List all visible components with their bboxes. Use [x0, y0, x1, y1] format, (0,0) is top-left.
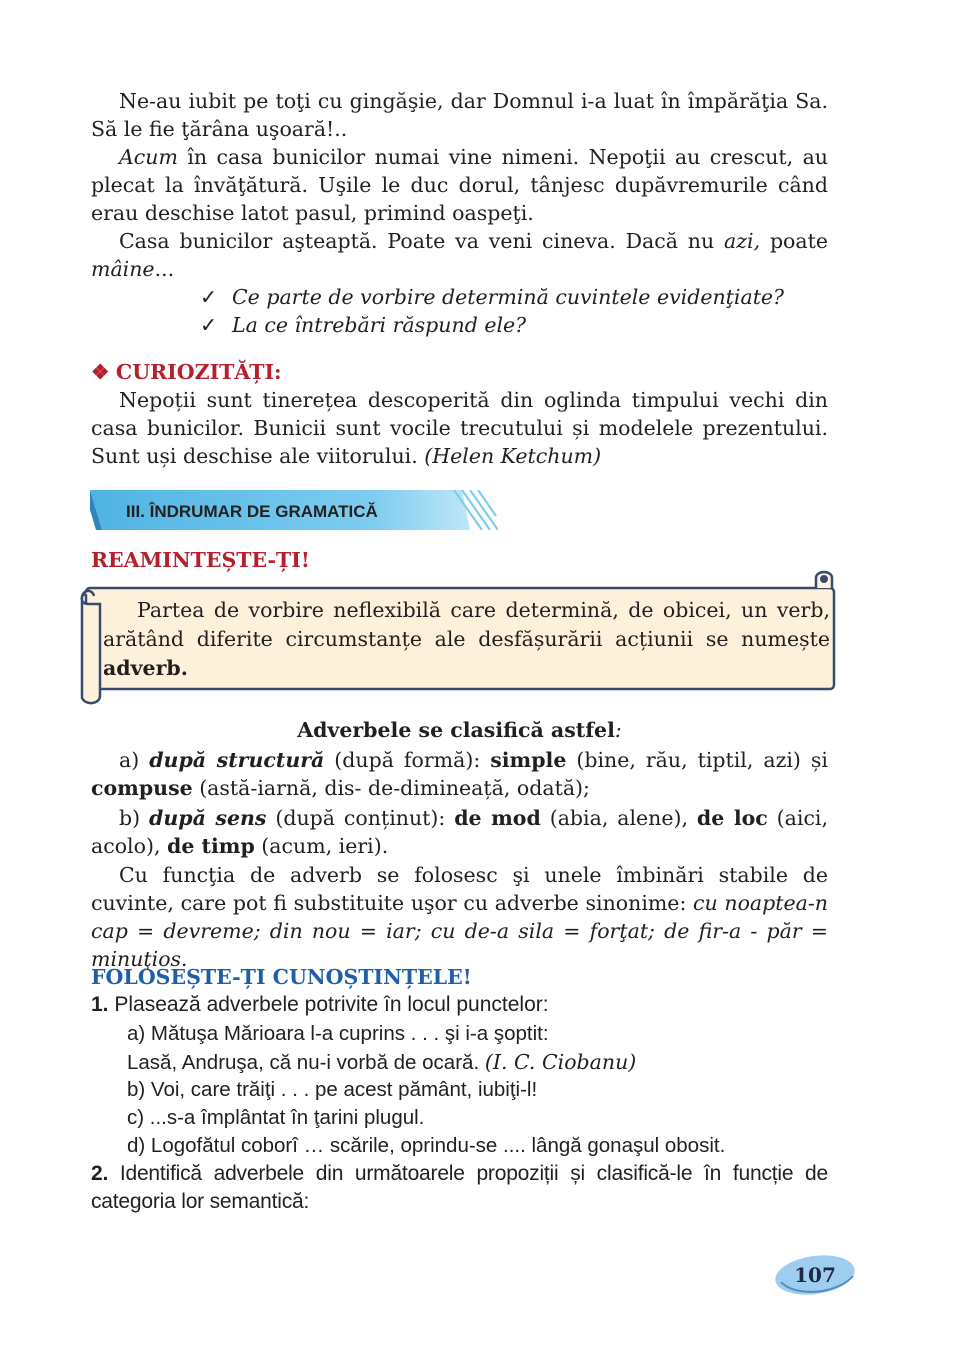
item-b-criterion: după sens: [149, 806, 267, 830]
exercise-2-number: 2.: [91, 1162, 109, 1185]
definition-text: [103, 596, 830, 683]
item-a-criterion: după structură: [149, 748, 325, 772]
question-1: [200, 283, 784, 311]
curiosities-paragraph: [91, 386, 828, 470]
item-b-time: de timp: [166, 834, 255, 858]
question-2: [200, 311, 526, 339]
exercises-heading: [91, 963, 828, 991]
item-b-label: b): [119, 806, 150, 830]
classification-colon: :: [614, 718, 622, 742]
item-a-compound: compuse: [91, 776, 193, 800]
exercise-1-text: Plasează adverbele potrivite în locul punctelor:: [108, 993, 549, 1016]
classification-title: [91, 716, 828, 744]
note-text: Cu funcţia de adverb se folosesc şi unele îmbinări stabile de cuvinte, care pot fi substituite uşor cu adverbe sinonime:: [91, 863, 828, 915]
item-b-mode: de mod: [454, 806, 541, 830]
intro-text-3b: poate: [760, 229, 828, 253]
exercise-1-number: 1.: [91, 993, 109, 1016]
classification-item-b: [91, 804, 828, 860]
item-b-paren: (după conținut):: [266, 806, 455, 830]
item-b-time-examples: (acum, ieri).: [254, 834, 389, 858]
classification-note: [91, 861, 828, 973]
intro-italic-azi: azi,: [724, 229, 761, 253]
quote-source: (I. C. Ciobanu): [484, 1050, 637, 1074]
item-b-mode-examples: (abia, alene),: [540, 806, 697, 830]
intro-text-2: în casa bunicilor numai vine nimeni. Nepoţii au crescut, au plecat la învăţătură. Uşile le duc dorul, tânjesc dupăvremurile când erau deschise latot pasul, primind oaspeţi.: [91, 145, 828, 225]
item-a-paren: (după formă):: [324, 748, 491, 772]
definition-body: Partea de vorbire neflexibilă care determină, de obicei, un verb, arătând diferite circumstanțe ale desfășurării acțiunii se numește: [103, 598, 830, 651]
check-icon: ✓: [200, 313, 218, 337]
intro-paragraph-1: [91, 87, 828, 143]
exercise-1-item-a-quote: [127, 1048, 636, 1077]
exercise-1-item-a: a) Mătuşa Mărioara l-a cuprins . . . şi i-a şoptit:: [127, 1022, 549, 1045]
curiosities-title: CURIOZITĂȚI:: [115, 360, 282, 384]
remember-title: REAMINTEȘTE-ȚI!: [91, 548, 310, 572]
exercises-title: FOLOSEȘTE-ȚI CUNOȘTINȚELE!: [91, 965, 472, 989]
banner-label: III. ÎNDRUMAR DE GRAMATICĂ: [126, 502, 378, 521]
classification-item-a: [91, 746, 828, 802]
intro-text-3a: Casa bunicilor aşteaptă. Poate va veni cineva. Dacă nu: [119, 229, 724, 253]
intro-text-1: Ne-au iubit pe toţi cu gingăşie, dar Domnul i-a luat în împărăţia Sa. Să le fie ţărâna uşoară!..: [91, 89, 828, 141]
intro-text-3c: ...: [154, 257, 175, 281]
check-icon: ✓: [200, 285, 218, 309]
item-a-simple: simple: [490, 748, 567, 772]
item-b-place: de loc: [696, 806, 768, 830]
item-a-compound-examples: (astă-iarnă, dis- de-dimineață, odată);: [192, 776, 590, 800]
intro-italic-maine: mâine: [91, 257, 155, 281]
quote-text: Lasă, Andruşa, că nu-i vorbă de ocară.: [127, 1051, 485, 1074]
section-banner: [90, 490, 498, 530]
question-1-text: Ce parte de vorbire determină cuvintele evidenţiate?: [232, 285, 785, 309]
exercise-1-item-c: c) ...s-a împlântat în ţarini plugul.: [127, 1106, 425, 1129]
note-examples: cu noaptea-n cap = devreme; din nou = iar; cu de-a sila = forţat; de fir-a - păr = minuţios.: [91, 891, 828, 971]
intro-paragraph-2: [91, 143, 828, 227]
exercise-2: [91, 1160, 828, 1216]
exercise-2-text: Identifică adverbele din următoarele propoziții și clasifică-le în funcție de categoria lor semantică:: [91, 1162, 828, 1213]
page-number: 107: [794, 1263, 836, 1287]
page-number-badge: [773, 1252, 857, 1298]
item-a-simple-examples: (bine, rău, tiptil, azi) și: [566, 748, 828, 772]
classification-title-text: Adverbele se clasifică astfel: [297, 718, 615, 742]
intro-paragraph-3: [91, 227, 828, 283]
exercise-1-item-b: b) Voi, care trăiţi . . . pe acest pământ, iubiţi-l!: [127, 1078, 538, 1101]
diamond-bullet-icon: ❖: [91, 360, 110, 384]
item-a-label: a): [119, 748, 150, 772]
question-2-text: La ce întrebări răspund ele?: [232, 313, 527, 337]
exercise-1-item-d: d) Logofătul coborî … scările, oprindu-se .... lângă gonaşul obosit.: [127, 1134, 726, 1157]
intro-italic-word: Acum: [119, 145, 178, 169]
curiosities-heading: [91, 358, 828, 386]
curiosities-text: Nepoții sunt tinerețea descoperită din oglinda timpului vechi din casa bunicilor. Bunicii sunt vocile trecutului și modelele prezentului. Sunt uși deschise ale viitorului.: [91, 388, 828, 468]
exercise-1: [91, 991, 828, 1019]
definition-term: adverb.: [103, 656, 188, 680]
item-b-place-examples: (aici, acolo),: [91, 806, 828, 858]
curiosities-author: (Helen Ketchum): [424, 444, 602, 468]
